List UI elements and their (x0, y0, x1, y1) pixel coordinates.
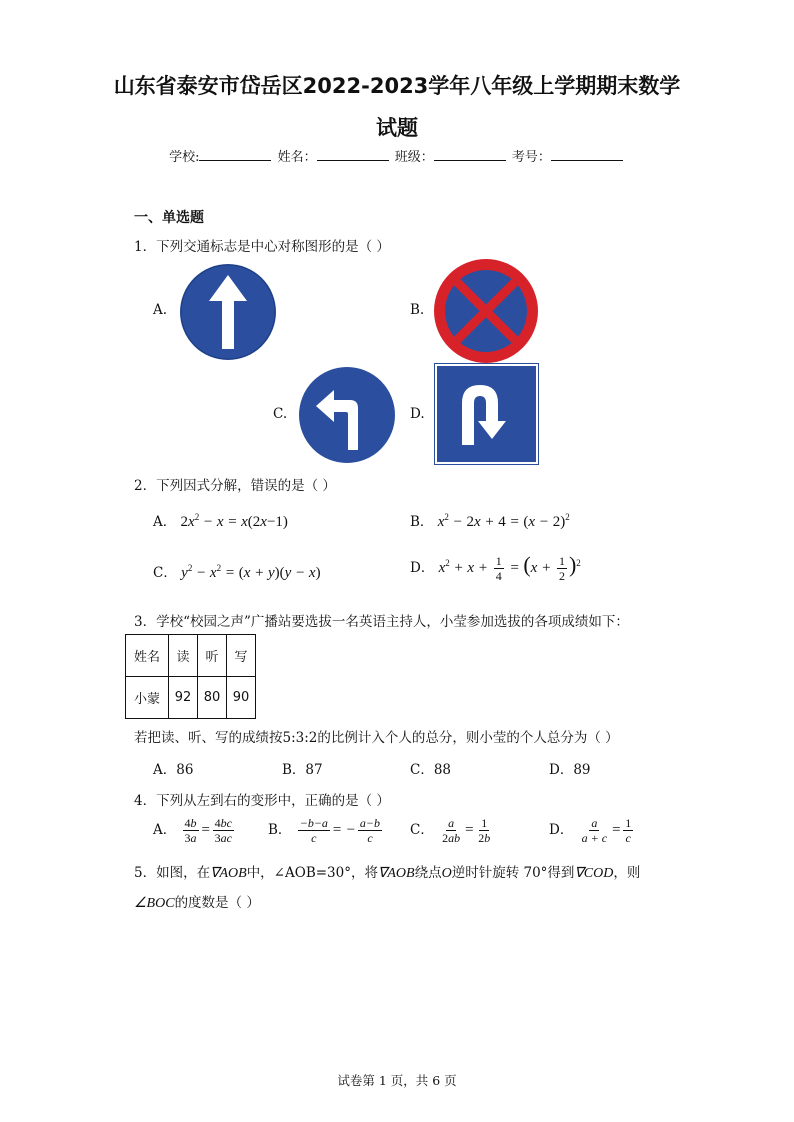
q5-text: 中，∠AOB=30°，将 (246, 865, 378, 881)
q4-option-a-label: A． (153, 821, 177, 838)
q4-option-d (549, 816, 635, 845)
q4-option-b (268, 816, 384, 845)
q2-option-d (410, 552, 581, 583)
q2-option-d-formula: $x^2 + x$ + $\frac{1}{4}$ = (x + $\frac{1}{2}$ )$^2$ (438, 552, 581, 584)
q4-option-b-label: B． (268, 821, 292, 838)
q5-text: 绕点 (414, 865, 442, 881)
q1-option-d-label: D. (410, 406, 425, 422)
q5-text: 的度数是（ ） (174, 895, 260, 911)
table-cell: 92 (169, 677, 198, 719)
q5-text: 5．如图，在 (134, 865, 211, 881)
u-turn-sign-icon (434, 363, 539, 465)
question-5-line-1 (134, 861, 640, 882)
q5-text: ，则 (613, 865, 641, 881)
q4-option-b-formula: $\frac{-b-a}{c}$ = − $\frac{a-b}{c}$ (299, 816, 381, 845)
q3-option-c: C．88 (410, 762, 452, 778)
q3-option-d: D．89 (549, 762, 591, 778)
q4-option-a-formula: $\frac{4b}{3a}$ = $\frac{4bc}{3ac}$ (184, 816, 232, 845)
q2-option-c-formula: $y^2 - x^2 = (x + y)(y - x)$ (181, 563, 321, 581)
q5-angle-boc: ∠BOC (134, 896, 175, 911)
table-row (126, 677, 256, 719)
class-blank[interactable] (434, 148, 506, 161)
q2-option-b (410, 510, 570, 531)
q4-option-a (153, 816, 236, 845)
table-cell: 小蒙 (126, 677, 169, 719)
q4-option-c (410, 816, 494, 845)
q5-point-o: O (441, 866, 452, 881)
school-blank[interactable] (199, 148, 271, 161)
page-title: 山东省泰安市岱岳区2022-2023学年八年级上学期期末数学 (113, 74, 681, 98)
q5-triangle-cod: ∇COD (574, 866, 614, 881)
q3-option-b: B．87 (282, 762, 323, 778)
table-header-cell: 写 (227, 635, 256, 677)
q1-option-a-label: A. (153, 302, 168, 318)
q4-option-d-formula: $\frac{a}{a + c}$ = $\frac{1}{c}$ (581, 816, 632, 845)
q1-option-b-label: B. (410, 302, 425, 318)
q2-option-c (153, 561, 321, 582)
q2-option-a (153, 510, 288, 531)
question-4-stem: 4．下列从左到右的变形中，正确的是（ ） (134, 793, 390, 809)
q3-option-a: A．86 (153, 762, 194, 778)
straight-arrow-sign-icon (177, 261, 279, 363)
no-parking-sign-icon (433, 258, 539, 364)
score-table (125, 634, 256, 719)
table-header-cell: 姓名 (126, 635, 169, 677)
section-title: 一、单选题 (134, 210, 204, 226)
q4-option-c-formula: $\frac{a}{2ab}$ = $\frac{1}{2b}$ (442, 816, 491, 845)
class-label: 班级： (394, 150, 434, 165)
q1-option-c-label: C. (273, 406, 288, 422)
table-header-cell: 读 (169, 635, 198, 677)
name-blank[interactable] (317, 148, 389, 161)
q2-option-b-formula: $x^2 - 2x + 4 = (x - 2)^2$ (437, 512, 570, 530)
q2-option-b-label: B． (410, 514, 434, 530)
q2-option-d-label: D． (410, 560, 435, 576)
q5-triangle-aob: ∇AOB (377, 866, 415, 881)
school-label: 学校: (169, 150, 200, 165)
question-2-stem: 2．下列因式分解，错误的是（ ） (134, 478, 336, 494)
question-1-stem: 1．下列交通标志是中心对称图形的是（ ） (134, 239, 390, 255)
left-turn-sign-icon (296, 364, 398, 466)
student-info-line (0, 146, 794, 165)
question-3-stem: 3．学校“校园之声”广播站要选拔一名英语主持人，小莹参加选拔的各项成绩如下： (134, 614, 629, 630)
q5-text: 逆时针旋转 70°得到 (451, 865, 575, 881)
page-footer: 试卷第 1 页，共 6 页 (337, 1073, 457, 1088)
table-cell: 80 (198, 677, 227, 719)
q5-triangle-aob: ∇AOB (210, 866, 247, 881)
table-row (126, 635, 256, 677)
table-header-cell: 听 (198, 635, 227, 677)
exam-no-blank[interactable] (551, 148, 623, 161)
q4-option-c-label: C． (410, 821, 434, 838)
q2-option-a-formula: $2x^2 - x = x(2x-1)$ (180, 512, 288, 530)
question-5-line-2 (134, 891, 260, 912)
question-3-followup: 若把读、听、写的成绩按5:3:2的比例计入个人的总分，则小莹的个人总分为（ ） (134, 730, 619, 746)
q2-option-a-label: A． (153, 514, 177, 530)
q2-option-c-label: C． (153, 565, 177, 581)
table-cell: 90 (227, 677, 256, 719)
q4-option-d-label: D． (549, 821, 574, 838)
exam-no-label: 考号： (511, 150, 551, 165)
page-title-continued: 试题 (376, 116, 418, 140)
name-label: 姓名： (277, 150, 317, 165)
